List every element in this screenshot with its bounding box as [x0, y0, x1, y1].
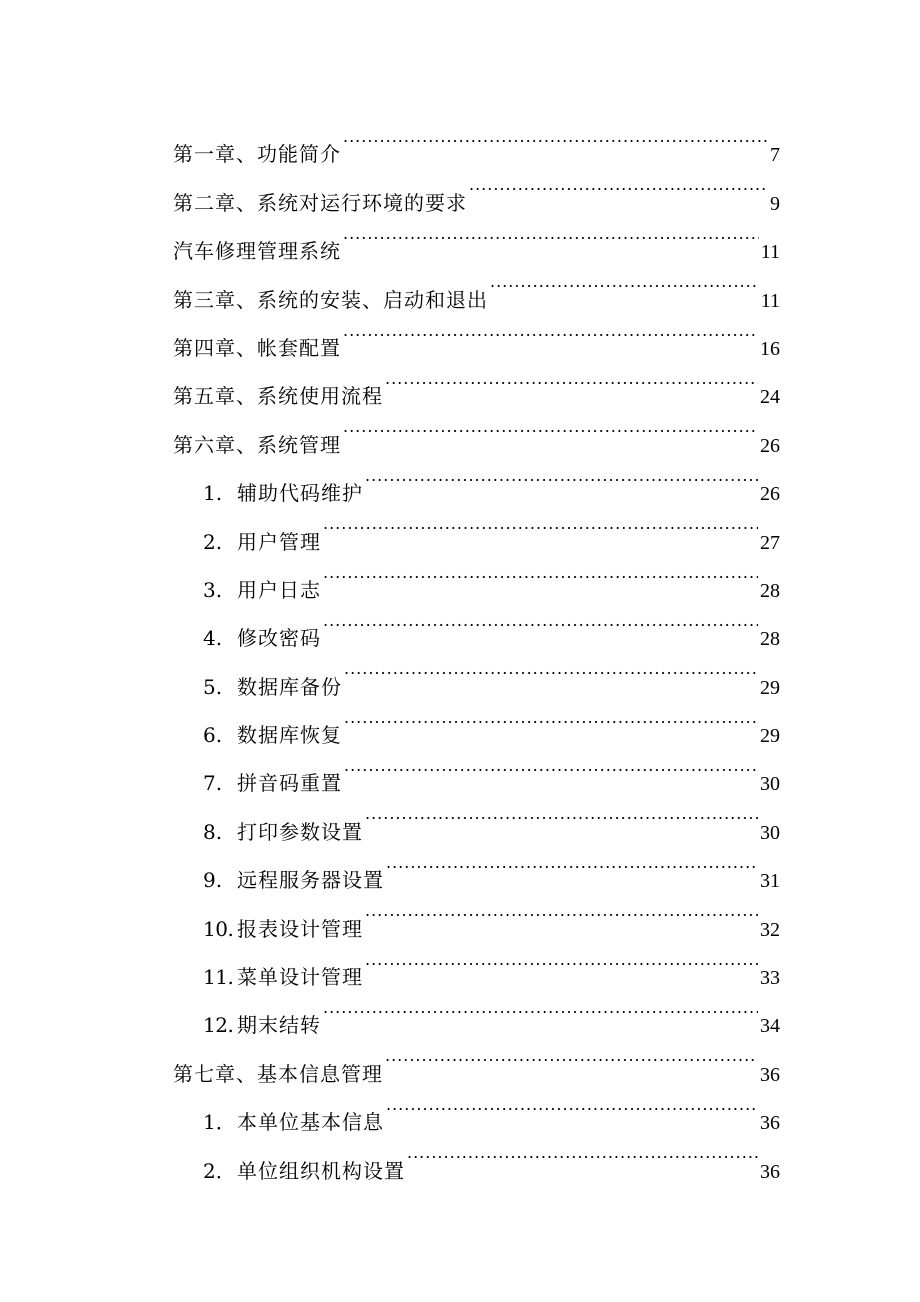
- toc-entry-page: 36: [760, 1160, 780, 1183]
- toc-leader-dots: [323, 597, 758, 645]
- toc-entry-page: 7: [770, 144, 780, 167]
- toc-leader-dots: [343, 307, 758, 355]
- toc-entry-page: 33: [760, 967, 780, 990]
- toc-leader-dots: [343, 403, 758, 451]
- toc-entry-label: 用户管理: [237, 529, 321, 554]
- toc-entry-number: 2．: [203, 1158, 236, 1183]
- toc-entry-number: 1.: [203, 481, 223, 506]
- toc-entry[interactable]: [173, 113, 780, 167]
- toc-entry-page: 26: [760, 434, 780, 457]
- toc-entry-page: 30: [760, 821, 780, 844]
- toc-entry-label: 辅助代码维护: [237, 481, 363, 506]
- toc-entry-number: 8.: [203, 819, 223, 844]
- toc-entry-page: 32: [760, 918, 780, 941]
- toc-entry-label: 本单位基本信息: [237, 1110, 384, 1135]
- toc-leader-dots: [490, 258, 759, 306]
- toc-entry-label: 打印参数设置: [237, 819, 363, 844]
- toc-entry-page: 26: [760, 483, 780, 506]
- toc-entry-page: 29: [760, 676, 780, 699]
- toc-entry-page: 31: [760, 870, 780, 893]
- toc-leader-dots: [343, 113, 768, 161]
- toc-entry-number: 12.: [203, 1013, 234, 1038]
- toc-entry-label: 报表设计管理: [237, 916, 363, 941]
- toc-leader-dots: [343, 210, 759, 258]
- toc-entry-number: 4.: [203, 626, 223, 651]
- toc-entry-label: 第一章、功能简介: [173, 142, 341, 167]
- toc-entry-page: 28: [760, 628, 780, 651]
- toc-entry-number: 5.: [203, 674, 223, 699]
- toc-entry-page: 29: [760, 725, 780, 748]
- toc-entry-page: 9: [770, 192, 780, 215]
- toc-entry-label: 拼音码重置: [237, 771, 342, 796]
- toc-entry-page: 30: [760, 773, 780, 796]
- toc-entry-page: 16: [760, 337, 780, 360]
- toc-entry-page: 11: [760, 241, 780, 264]
- toc-leader-dots: [344, 694, 758, 742]
- toc-leader-dots: [365, 887, 758, 935]
- toc-leader-dots: [365, 452, 758, 500]
- toc-entry-label: 第三章、系统的安装、启动和退出: [173, 287, 488, 312]
- toc-entry-label: 数据库备份: [237, 674, 342, 699]
- toc-entry-page: 36: [760, 1063, 780, 1086]
- table-of-contents: [173, 113, 780, 1183]
- toc-entry-number: 2.: [203, 529, 223, 554]
- toc-entry-label: 期末结转: [237, 1013, 321, 1038]
- toc-entry-label: 单位组织机构设置: [237, 1158, 405, 1183]
- toc-entry-label: 第六章、系统管理: [173, 432, 341, 457]
- toc-entry-label: 第五章、系统使用流程: [173, 384, 383, 409]
- toc-leader-dots: [323, 984, 758, 1032]
- toc-entry-number: 10.: [203, 916, 234, 941]
- toc-entry-label: 汽车修理管理系统: [173, 239, 341, 264]
- toc-entry-label: 远程服务器设置: [237, 868, 384, 893]
- toc-leader-dots: [385, 355, 758, 403]
- toc-entry-number: 7.: [203, 771, 223, 796]
- toc-leader-dots: [386, 839, 758, 887]
- toc-leader-dots: [469, 161, 768, 209]
- toc-entry-label: 第二章、系统对运行环境的要求: [173, 190, 467, 215]
- toc-entry-number: 1．: [203, 1110, 236, 1135]
- toc-entry-number: 3.: [203, 577, 223, 602]
- toc-entry-page: 27: [760, 531, 780, 554]
- toc-leader-dots: [323, 500, 758, 548]
- toc-entry-label: 第七章、基本信息管理: [173, 1061, 383, 1086]
- toc-leader-dots: [365, 790, 758, 838]
- toc-entry-page: 34: [760, 1015, 780, 1038]
- toc-entry-page: 36: [760, 1112, 780, 1135]
- toc-entry-number: 11.: [203, 965, 234, 990]
- toc-leader-dots: [323, 549, 758, 597]
- toc-entry-page: 28: [760, 579, 780, 602]
- toc-leader-dots: [365, 936, 758, 984]
- toc-entry-label: 修改密码: [237, 626, 321, 651]
- toc-leader-dots: [385, 1032, 758, 1080]
- toc-entry-label: 第四章、帐套配置: [173, 335, 341, 360]
- toc-entry-label: 菜单设计管理: [237, 965, 363, 990]
- toc-entry-label: 用户日志: [237, 577, 321, 602]
- toc-entry-page: 11: [760, 289, 780, 312]
- toc-entry-number: 6.: [203, 723, 223, 748]
- toc-leader-dots: [344, 742, 758, 790]
- toc-entry-page: 24: [760, 386, 780, 409]
- toc-entry-label: 数据库恢复: [237, 723, 342, 748]
- toc-leader-dots: [407, 1129, 758, 1177]
- toc-leader-dots: [386, 1081, 758, 1129]
- toc-leader-dots: [344, 645, 758, 693]
- toc-entry-number: 9.: [203, 868, 223, 893]
